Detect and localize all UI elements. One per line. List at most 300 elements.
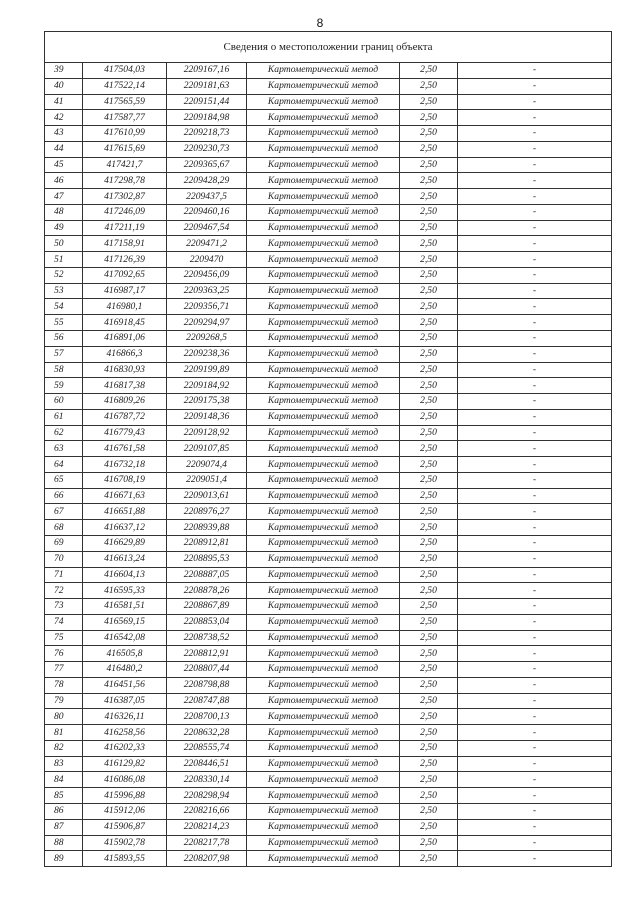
y-coordinate-cell: 2209151,44	[167, 94, 247, 110]
accuracy-cell: 2,50	[400, 362, 458, 378]
y-coordinate-cell: 2209437,5	[167, 189, 247, 205]
description-cell: -	[458, 283, 612, 299]
description-cell: -	[458, 204, 612, 220]
x-coordinate-cell: 416866,3	[83, 346, 167, 362]
accuracy-cell: 2,50	[400, 551, 458, 567]
accuracy-cell: 2,50	[400, 709, 458, 725]
y-coordinate-cell: 2209148,36	[167, 409, 247, 425]
x-coordinate-cell: 417522,14	[83, 78, 167, 94]
table-row	[45, 315, 612, 331]
point-number-cell: 53	[45, 283, 83, 299]
point-number-cell: 89	[45, 851, 83, 867]
accuracy-cell: 2,50	[400, 788, 458, 804]
y-coordinate-cell: 2208446,51	[167, 756, 247, 772]
accuracy-cell: 2,50	[400, 204, 458, 220]
point-number-cell: 54	[45, 299, 83, 315]
x-coordinate-cell: 417298,78	[83, 173, 167, 189]
y-coordinate-cell: 2208632,28	[167, 725, 247, 741]
accuracy-cell: 2,50	[400, 599, 458, 615]
table-row	[45, 157, 612, 173]
x-coordinate-cell: 416732,18	[83, 457, 167, 473]
x-coordinate-cell: 415912,06	[83, 803, 167, 819]
table-row	[45, 551, 612, 567]
description-cell: -	[458, 851, 612, 867]
y-coordinate-cell: 2208939,88	[167, 520, 247, 536]
x-coordinate-cell: 417421,7	[83, 157, 167, 173]
point-number-cell: 45	[45, 157, 83, 173]
description-cell: -	[458, 425, 612, 441]
point-number-cell: 76	[45, 646, 83, 662]
accuracy-cell: 2,50	[400, 189, 458, 205]
method-cell: Картометрический метод	[247, 772, 400, 788]
point-number-cell: 65	[45, 472, 83, 488]
accuracy-cell: 2,50	[400, 425, 458, 441]
point-number-cell: 80	[45, 709, 83, 725]
y-coordinate-cell: 2208853,04	[167, 614, 247, 630]
description-cell: -	[458, 362, 612, 378]
method-cell: Картометрический метод	[247, 599, 400, 615]
table-row	[45, 772, 612, 788]
y-coordinate-cell: 2209199,89	[167, 362, 247, 378]
table-row	[45, 409, 612, 425]
y-coordinate-cell: 2208747,88	[167, 693, 247, 709]
method-cell: Картометрический метод	[247, 283, 400, 299]
table-row	[45, 78, 612, 94]
x-coordinate-cell: 416505,8	[83, 646, 167, 662]
method-cell: Картометрический метод	[247, 394, 400, 410]
accuracy-cell: 2,50	[400, 740, 458, 756]
point-number-cell: 64	[45, 457, 83, 473]
y-coordinate-cell: 2209074,4	[167, 457, 247, 473]
x-coordinate-cell: 416604,13	[83, 567, 167, 583]
description-cell: -	[458, 267, 612, 283]
description-cell: -	[458, 504, 612, 520]
table-row	[45, 662, 612, 678]
point-number-cell: 62	[45, 425, 83, 441]
table-row	[45, 472, 612, 488]
point-number-cell: 70	[45, 551, 83, 567]
x-coordinate-cell: 416451,56	[83, 677, 167, 693]
description-cell: -	[458, 535, 612, 551]
accuracy-cell: 2,50	[400, 504, 458, 520]
x-coordinate-cell: 416708,19	[83, 472, 167, 488]
point-number-cell: 60	[45, 394, 83, 410]
point-number-cell: 44	[45, 141, 83, 157]
accuracy-cell: 2,50	[400, 583, 458, 599]
table-row	[45, 236, 612, 252]
method-cell: Картометрический метод	[247, 709, 400, 725]
x-coordinate-cell: 417615,69	[83, 141, 167, 157]
method-cell: Картометрический метод	[247, 472, 400, 488]
method-cell: Картометрический метод	[247, 252, 400, 268]
description-cell: -	[458, 173, 612, 189]
method-cell: Картометрический метод	[247, 488, 400, 504]
table-row	[45, 709, 612, 725]
accuracy-cell: 2,50	[400, 520, 458, 536]
table-row	[45, 693, 612, 709]
x-coordinate-cell: 417610,99	[83, 126, 167, 142]
x-coordinate-cell: 416613,24	[83, 551, 167, 567]
method-cell: Картометрический метод	[247, 725, 400, 741]
description-cell: -	[458, 236, 612, 252]
x-coordinate-cell: 417246,09	[83, 204, 167, 220]
description-cell: -	[458, 315, 612, 331]
x-coordinate-cell: 417092,65	[83, 267, 167, 283]
accuracy-cell: 2,50	[400, 567, 458, 583]
y-coordinate-cell: 2208895,53	[167, 551, 247, 567]
accuracy-cell: 2,50	[400, 331, 458, 347]
point-number-cell: 57	[45, 346, 83, 362]
table-title-row	[45, 32, 612, 63]
table-row	[45, 110, 612, 126]
point-number-cell: 40	[45, 78, 83, 94]
point-number-cell: 82	[45, 740, 83, 756]
table-row	[45, 740, 612, 756]
table-row	[45, 504, 612, 520]
point-number-cell: 42	[45, 110, 83, 126]
method-cell: Картометрический метод	[247, 204, 400, 220]
table-row	[45, 331, 612, 347]
point-number-cell: 49	[45, 220, 83, 236]
y-coordinate-cell: 2208700,13	[167, 709, 247, 725]
method-cell: Картометрический метод	[247, 788, 400, 804]
accuracy-cell: 2,50	[400, 819, 458, 835]
y-coordinate-cell: 2208214,23	[167, 819, 247, 835]
y-coordinate-cell: 2209363,25	[167, 283, 247, 299]
description-cell: -	[458, 835, 612, 851]
x-coordinate-cell: 416809,26	[83, 394, 167, 410]
table-row	[45, 346, 612, 362]
description-cell: -	[458, 740, 612, 756]
method-cell: Картометрический метод	[247, 331, 400, 347]
y-coordinate-cell: 2209218,73	[167, 126, 247, 142]
y-coordinate-cell: 2208976,27	[167, 504, 247, 520]
point-number-cell: 47	[45, 189, 83, 205]
x-coordinate-cell: 415893,55	[83, 851, 167, 867]
method-cell: Картометрический метод	[247, 535, 400, 551]
accuracy-cell: 2,50	[400, 173, 458, 189]
table-row	[45, 725, 612, 741]
x-coordinate-cell: 417587,77	[83, 110, 167, 126]
y-coordinate-cell: 2209051,4	[167, 472, 247, 488]
table-row	[45, 520, 612, 536]
y-coordinate-cell: 2209184,98	[167, 110, 247, 126]
method-cell: Картометрический метод	[247, 220, 400, 236]
table-row	[45, 488, 612, 504]
point-number-cell: 43	[45, 126, 83, 142]
table-row	[45, 851, 612, 867]
x-coordinate-cell: 416651,88	[83, 504, 167, 520]
accuracy-cell: 2,50	[400, 441, 458, 457]
method-cell: Картометрический метод	[247, 110, 400, 126]
description-cell: -	[458, 788, 612, 804]
accuracy-cell: 2,50	[400, 220, 458, 236]
accuracy-cell: 2,50	[400, 756, 458, 772]
method-cell: Картометрический метод	[247, 551, 400, 567]
accuracy-cell: 2,50	[400, 614, 458, 630]
x-coordinate-cell: 416387,05	[83, 693, 167, 709]
description-cell: -	[458, 141, 612, 157]
point-number-cell: 77	[45, 662, 83, 678]
method-cell: Картометрический метод	[247, 677, 400, 693]
description-cell: -	[458, 819, 612, 835]
point-number-cell: 52	[45, 267, 83, 283]
accuracy-cell: 2,50	[400, 299, 458, 315]
description-cell: -	[458, 583, 612, 599]
description-cell: -	[458, 331, 612, 347]
accuracy-cell: 2,50	[400, 141, 458, 157]
point-number-cell: 46	[45, 173, 83, 189]
description-cell: -	[458, 299, 612, 315]
y-coordinate-cell: 2208207,98	[167, 851, 247, 867]
y-coordinate-cell: 2208878,26	[167, 583, 247, 599]
method-cell: Картометрический метод	[247, 504, 400, 520]
table-row	[45, 173, 612, 189]
method-cell: Картометрический метод	[247, 740, 400, 756]
description-cell: -	[458, 378, 612, 394]
description-cell: -	[458, 709, 612, 725]
y-coordinate-cell: 2209470	[167, 252, 247, 268]
method-cell: Картометрический метод	[247, 299, 400, 315]
table-row	[45, 63, 612, 79]
method-cell: Картометрический метод	[247, 520, 400, 536]
method-cell: Картометрический метод	[247, 78, 400, 94]
accuracy-cell: 2,50	[400, 94, 458, 110]
x-coordinate-cell: 416787,72	[83, 409, 167, 425]
description-cell: -	[458, 599, 612, 615]
method-cell: Картометрический метод	[247, 378, 400, 394]
point-number-cell: 87	[45, 819, 83, 835]
y-coordinate-cell: 2208807,44	[167, 662, 247, 678]
x-coordinate-cell: 416671,63	[83, 488, 167, 504]
accuracy-cell: 2,50	[400, 346, 458, 362]
method-cell: Картометрический метод	[247, 94, 400, 110]
accuracy-cell: 2,50	[400, 315, 458, 331]
table-row	[45, 614, 612, 630]
description-cell: -	[458, 63, 612, 79]
y-coordinate-cell: 2208812,91	[167, 646, 247, 662]
point-number-cell: 66	[45, 488, 83, 504]
x-coordinate-cell: 416830,93	[83, 362, 167, 378]
point-number-cell: 51	[45, 252, 83, 268]
description-cell: -	[458, 756, 612, 772]
accuracy-cell: 2,50	[400, 378, 458, 394]
accuracy-cell: 2,50	[400, 157, 458, 173]
point-number-cell: 55	[45, 315, 83, 331]
x-coordinate-cell: 416202,33	[83, 740, 167, 756]
table-row	[45, 299, 612, 315]
x-coordinate-cell: 417158,91	[83, 236, 167, 252]
accuracy-cell: 2,50	[400, 662, 458, 678]
point-number-cell: 81	[45, 725, 83, 741]
accuracy-cell: 2,50	[400, 630, 458, 646]
method-cell: Картометрический метод	[247, 157, 400, 173]
description-cell: -	[458, 157, 612, 173]
table-row	[45, 378, 612, 394]
y-coordinate-cell: 2209013,61	[167, 488, 247, 504]
x-coordinate-cell: 415902,78	[83, 835, 167, 851]
method-cell: Картометрический метод	[247, 819, 400, 835]
y-coordinate-cell: 2208798,88	[167, 677, 247, 693]
description-cell: -	[458, 551, 612, 567]
description-cell: -	[458, 441, 612, 457]
accuracy-cell: 2,50	[400, 677, 458, 693]
accuracy-cell: 2,50	[400, 283, 458, 299]
method-cell: Картометрический метод	[247, 441, 400, 457]
y-coordinate-cell: 2209365,67	[167, 157, 247, 173]
method-cell: Картометрический метод	[247, 189, 400, 205]
table-row	[45, 362, 612, 378]
method-cell: Картометрический метод	[247, 835, 400, 851]
y-coordinate-cell: 2209356,71	[167, 299, 247, 315]
accuracy-cell: 2,50	[400, 110, 458, 126]
x-coordinate-cell: 416637,12	[83, 520, 167, 536]
accuracy-cell: 2,50	[400, 803, 458, 819]
table-row	[45, 204, 612, 220]
point-number-cell: 67	[45, 504, 83, 520]
y-coordinate-cell: 2209107,85	[167, 441, 247, 457]
y-coordinate-cell: 2209128,92	[167, 425, 247, 441]
description-cell: -	[458, 472, 612, 488]
method-cell: Картометрический метод	[247, 851, 400, 867]
accuracy-cell: 2,50	[400, 236, 458, 252]
method-cell: Картометрический метод	[247, 173, 400, 189]
table-row	[45, 425, 612, 441]
method-cell: Картометрический метод	[247, 614, 400, 630]
y-coordinate-cell: 2209471,2	[167, 236, 247, 252]
table-row	[45, 283, 612, 299]
table-row	[45, 756, 612, 772]
accuracy-cell: 2,50	[400, 772, 458, 788]
table-row	[45, 819, 612, 835]
description-cell: -	[458, 94, 612, 110]
y-coordinate-cell: 2209268,5	[167, 331, 247, 347]
y-coordinate-cell: 2209167,16	[167, 63, 247, 79]
table-body	[45, 63, 612, 867]
method-cell: Картометрический метод	[247, 425, 400, 441]
point-number-cell: 41	[45, 94, 83, 110]
description-cell: -	[458, 646, 612, 662]
accuracy-cell: 2,50	[400, 457, 458, 473]
x-coordinate-cell: 416542,08	[83, 630, 167, 646]
x-coordinate-cell: 416569,15	[83, 614, 167, 630]
x-coordinate-cell: 417126,39	[83, 252, 167, 268]
method-cell: Картометрический метод	[247, 583, 400, 599]
point-number-cell: 69	[45, 535, 83, 551]
description-cell: -	[458, 614, 612, 630]
point-number-cell: 85	[45, 788, 83, 804]
description-cell: -	[458, 457, 612, 473]
x-coordinate-cell: 416918,45	[83, 315, 167, 331]
table-row	[45, 441, 612, 457]
point-number-cell: 74	[45, 614, 83, 630]
table-row	[45, 835, 612, 851]
description-cell: -	[458, 189, 612, 205]
point-number-cell: 63	[45, 441, 83, 457]
x-coordinate-cell: 416891,06	[83, 331, 167, 347]
table-row	[45, 677, 612, 693]
y-coordinate-cell: 2208298,94	[167, 788, 247, 804]
point-number-cell: 78	[45, 677, 83, 693]
x-coordinate-cell: 416761,58	[83, 441, 167, 457]
description-cell: -	[458, 488, 612, 504]
point-number-cell: 72	[45, 583, 83, 599]
description-cell: -	[458, 220, 612, 236]
point-number-cell: 68	[45, 520, 83, 536]
accuracy-cell: 2,50	[400, 851, 458, 867]
x-coordinate-cell: 416980,1	[83, 299, 167, 315]
y-coordinate-cell: 2209294,97	[167, 315, 247, 331]
y-coordinate-cell: 2209230,73	[167, 141, 247, 157]
method-cell: Картометрический метод	[247, 267, 400, 283]
page-number: 8	[316, 16, 324, 30]
description-cell: -	[458, 520, 612, 536]
accuracy-cell: 2,50	[400, 535, 458, 551]
accuracy-cell: 2,50	[400, 488, 458, 504]
y-coordinate-cell: 2208738,52	[167, 630, 247, 646]
table-row	[45, 583, 612, 599]
description-cell: -	[458, 772, 612, 788]
accuracy-cell: 2,50	[400, 252, 458, 268]
method-cell: Картометрический метод	[247, 662, 400, 678]
x-coordinate-cell: 415906,87	[83, 819, 167, 835]
table-title: Сведения о местоположении границ объекта	[45, 32, 612, 63]
point-number-cell: 56	[45, 331, 83, 347]
x-coordinate-cell: 416817,38	[83, 378, 167, 394]
point-number-cell: 71	[45, 567, 83, 583]
y-coordinate-cell: 2208912,81	[167, 535, 247, 551]
y-coordinate-cell: 2209175,38	[167, 394, 247, 410]
x-coordinate-cell: 417302,87	[83, 189, 167, 205]
point-number-cell: 86	[45, 803, 83, 819]
table-row	[45, 220, 612, 236]
point-number-cell: 61	[45, 409, 83, 425]
table-row	[45, 126, 612, 142]
y-coordinate-cell: 2208887,05	[167, 567, 247, 583]
table-row	[45, 457, 612, 473]
accuracy-cell: 2,50	[400, 409, 458, 425]
description-cell: -	[458, 567, 612, 583]
method-cell: Картометрический метод	[247, 315, 400, 331]
boundary-table	[44, 31, 612, 867]
x-coordinate-cell: 416258,56	[83, 725, 167, 741]
accuracy-cell: 2,50	[400, 693, 458, 709]
point-number-cell: 83	[45, 756, 83, 772]
method-cell: Картометрический метод	[247, 457, 400, 473]
point-number-cell: 75	[45, 630, 83, 646]
description-cell: -	[458, 693, 612, 709]
point-number-cell: 88	[45, 835, 83, 851]
method-cell: Картометрический метод	[247, 567, 400, 583]
y-coordinate-cell: 2209460,16	[167, 204, 247, 220]
accuracy-cell: 2,50	[400, 126, 458, 142]
x-coordinate-cell: 416987,17	[83, 283, 167, 299]
table-row	[45, 189, 612, 205]
point-number-cell: 59	[45, 378, 83, 394]
accuracy-cell: 2,50	[400, 394, 458, 410]
x-coordinate-cell: 416129,82	[83, 756, 167, 772]
y-coordinate-cell: 2209467,54	[167, 220, 247, 236]
table-row	[45, 394, 612, 410]
point-number-cell: 84	[45, 772, 83, 788]
method-cell: Картометрический метод	[247, 63, 400, 79]
accuracy-cell: 2,50	[400, 267, 458, 283]
method-cell: Картометрический метод	[247, 409, 400, 425]
description-cell: -	[458, 662, 612, 678]
y-coordinate-cell: 2209184,92	[167, 378, 247, 394]
description-cell: -	[458, 78, 612, 94]
table-row	[45, 567, 612, 583]
